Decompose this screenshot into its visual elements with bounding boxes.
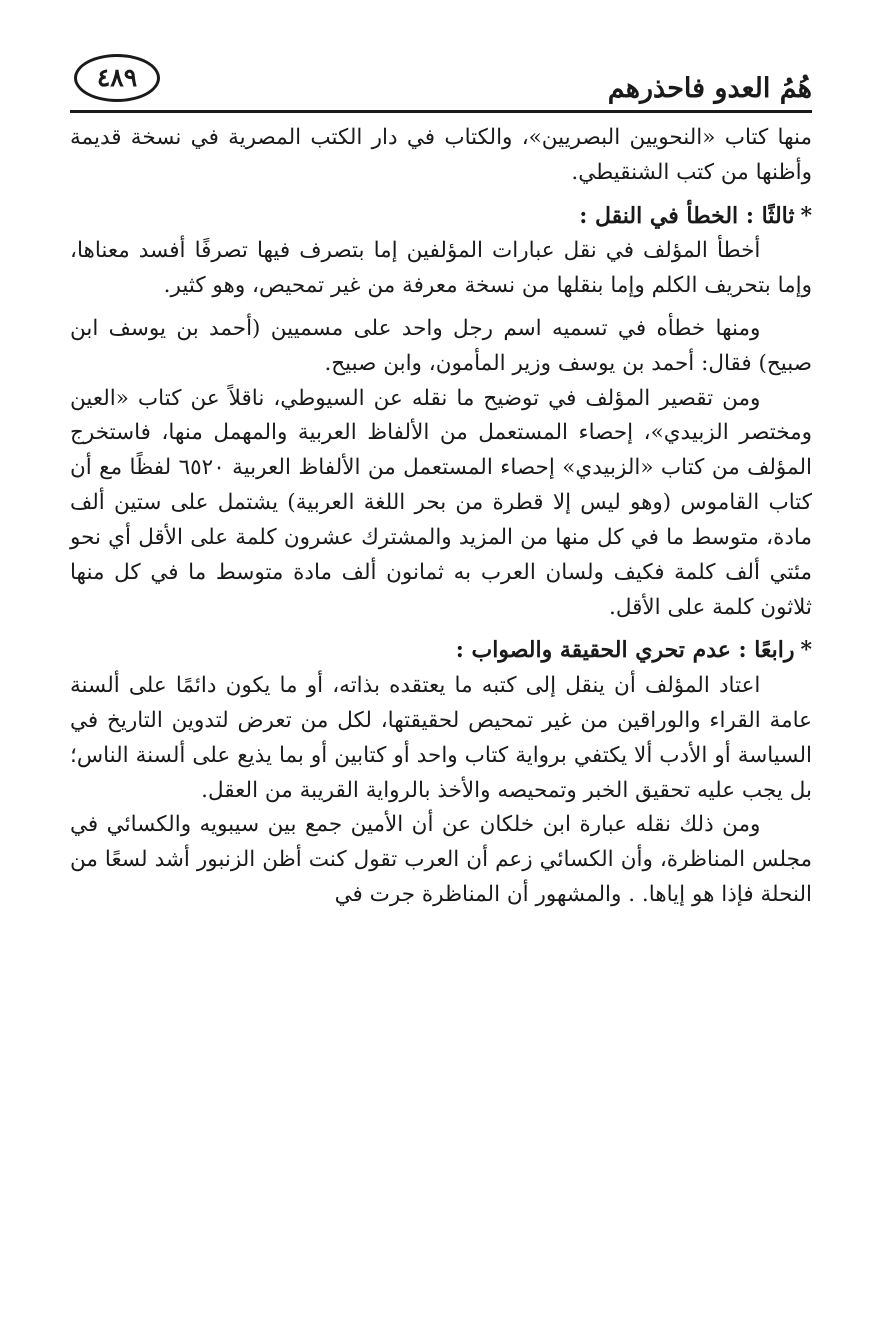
page-body (70, 121, 812, 913)
paragraph-verification: اعتاد المؤلف أن ينقل إلى كتبه ما يعتقده بذاته، أو ما يكون دائمًا على ألسنة عامة القراء والوراقين من غير تمحيص لحقيقتها، لكل من تعرض لتدوين التاريخ في السياسة أو الأدب ألا يكتفي برواية كتاب واحد أو كتابين أو بما يذيع على ألسنة الناس؛ بل يجب عليه تحقيق الخبر وتمحيصه والأخذ بالرواية القريبة من العقل. (70, 673, 812, 803)
running-title: هُمُ العدو فاحذرهم (607, 73, 812, 104)
paragraph-ibn-khallikan: ومن ذلك نقله عبارة ابن خلكان عن أن الأمين جمع بين سيبويه والكسائي في مجلس المناظرة، وأن الكسائي زعم أن العرب تقول كنت أظن الزنبور أشد لسعًا من النحلة فإذا هو إياها. . والمشهور أن المناظرة جرت في (70, 812, 812, 907)
paragraph-continuation: منها كتاب «النحويين البصريين»، والكتاب في دار الكتب المصرية في نسخة قديمة وأظنها من كتب الشنقيطي. (70, 125, 812, 185)
section-heading-third-text: ثالثًا : الخطأ في النقل : (579, 202, 795, 229)
book-page (70, 48, 812, 913)
paragraph-naming-error: ومنها خطأه في تسميه اسم رجل واحد على مسميين (أحمد بن يوسف ابن صبيح) فقال: أحمد بن يوسف وزير المأمون، وابن صبيح. (70, 315, 812, 376)
section-heading-fourth-text: رابعًا : عدم تحري الحقيقة والصواب : (455, 637, 795, 664)
paragraph-suyuti: ومن تقصير المؤلف في توضيح ما نقله عن السيوطي، ناقلاً عن كتاب «العين ومختصر الزبيدي»، إحصاء المستعمل من الألفاظ العربية والمهمل منها، فاستخرج المؤلف من كتاب «الزبيدي» إحصاء المستعمل من الألفاظ العربية ٦٥٢٠ لفظًا مع أن كتاب القاموس (وهو ليس إلا قطرة من بحر اللغة العربية) يشتمل على ستين ألف مادة، متوسط ما في كل منها من المزيد والمشترك عشرون كلمة على الأقل أي نحو مئتي ألف كلمة فكيف ولسان العرب به ثمانون ألف مادة متوسط ما في كل منها ثلاثون كلمة على الأقل. (70, 385, 812, 620)
asterisk-bullet-icon: * (800, 202, 812, 229)
section-heading-fourth (70, 633, 812, 669)
page-header (70, 48, 812, 113)
page-number-badge: ٤٨٩ (74, 54, 160, 102)
section-heading-third (70, 199, 812, 235)
paragraph-transfer-errors: أخطأ المؤلف في نقل عبارات المؤلفين إما بتصرف فيها تصرفًا أفسد معناها، وإما بتحريف الكلم وإما بنقلها من نسخة معرفة من غير تمحيص، وهو كثير. (70, 238, 812, 299)
asterisk-bullet-icon: * (800, 637, 812, 664)
